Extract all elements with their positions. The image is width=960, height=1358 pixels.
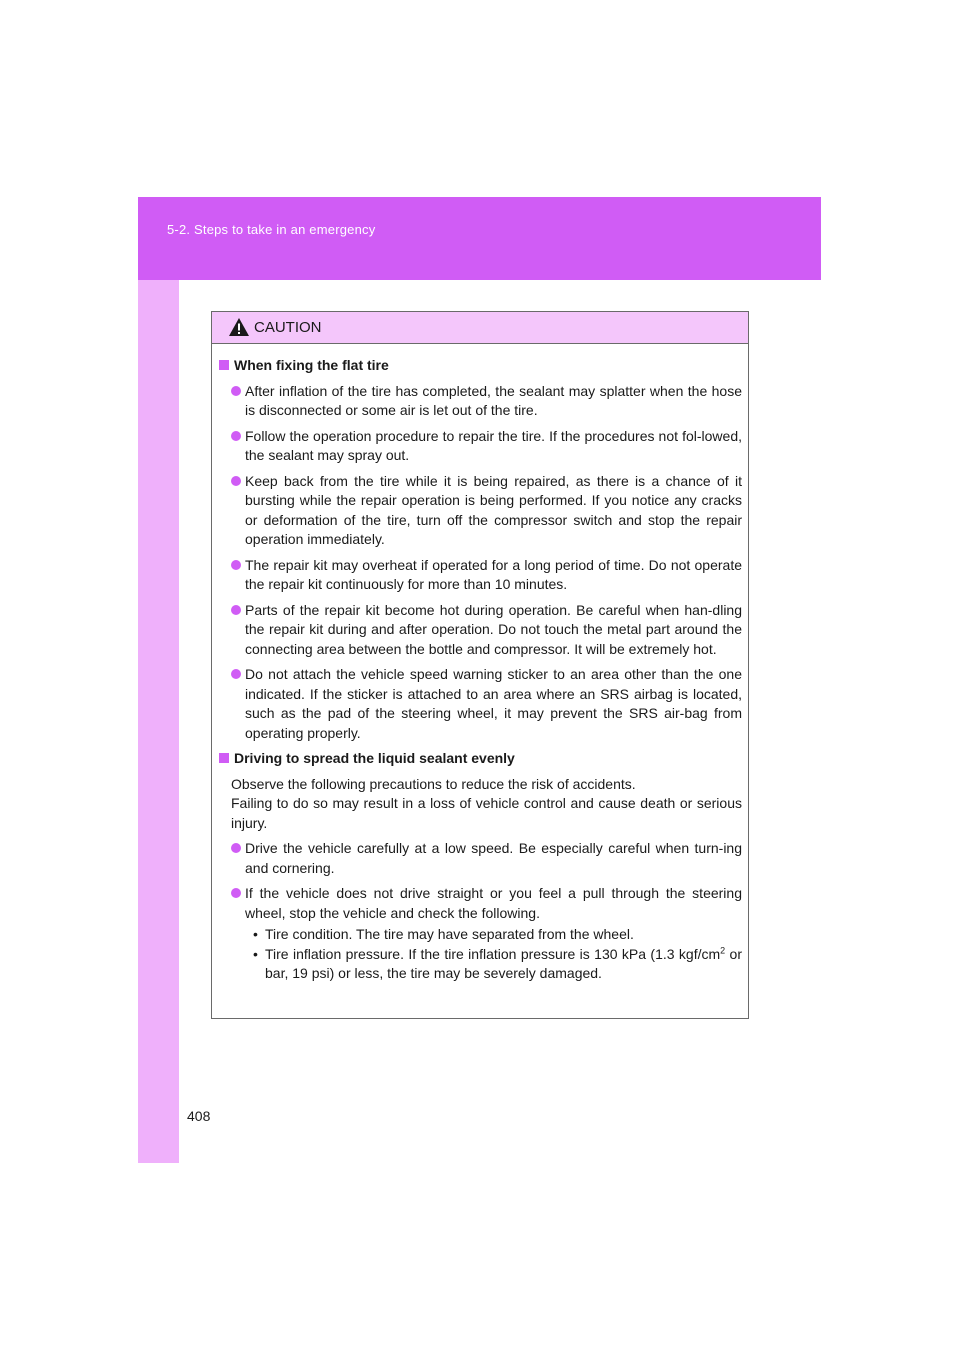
bullet-dot-icon (231, 669, 241, 679)
list-item (231, 472, 742, 550)
side-strip (138, 280, 179, 1163)
caution-title: CAUTION (254, 319, 322, 336)
bullet-dot-icon (231, 605, 241, 615)
list-item (231, 884, 742, 923)
sub-bullet-icon: • (253, 945, 258, 962)
list-item (231, 427, 742, 466)
bullet-dot-icon (231, 476, 241, 486)
bullet-dot-icon (231, 560, 241, 570)
list-item-text: Keep back from the tire while it is being repaired, as there is a chance of it bursting while the repair operation is being performed. If you notice any cracks or deformation of the tire, turn off the compressor switch and stop the repair operation immediately. (245, 472, 742, 547)
square-bullet-icon (219, 753, 229, 763)
sub-list-item (253, 925, 742, 945)
section-heading-text: When fixing the flat tire (234, 357, 389, 373)
sub-list-item-text: Tire inflation pressure. If the tire inflation pressure is 130 kPa (1.3 kgf/$cm^2$ or bar, 19 psi) or less, the tire may be severely damaged. (265, 944, 742, 981)
paragraph: Observe the following precautions to reduce the risk of accidents. (231, 775, 636, 792)
section-heading (219, 356, 742, 376)
list-item-text: Drive the vehicle carefully at a low speed. Be especially careful when turn-ing and cornering. (245, 840, 742, 876)
square-bullet-icon (219, 360, 229, 370)
bullet-dot-icon (231, 888, 241, 898)
sub-list-item (253, 945, 742, 984)
section-title: 5-2. Steps to take in an emergency (167, 222, 376, 237)
list-item-text: Follow the operation procedure to repair the tire. If the procedures not fol-lowed, the sealant may spray out. (245, 427, 742, 463)
list-item-text: Do not attach the vehicle speed warning sticker to an area other than the one indicated. If the sticker is attached to an area where an SRS airbag is located, such as the pad of the steering wheel, it may prevent the SRS air-bag from operating properly. (245, 666, 742, 741)
list-item (231, 382, 742, 421)
list-item (231, 665, 742, 743)
caution-body (212, 344, 748, 984)
list-item-text: Parts of the repair kit become hot during operation. Be careful when han-dling the repair kit during and after operation. Do not touch the metal part around the connecting area between the bottle and compressor. It will be extremely hot. (245, 601, 742, 657)
bullet-dot-icon (231, 431, 241, 441)
paragraph: Failing to do so may result in a loss of vehicle control and cause death or serious injury. (231, 795, 742, 831)
list-item (231, 601, 742, 660)
caution-box (211, 311, 749, 1019)
sub-list-item-text: Tire condition. The tire may have separated from the wheel. (265, 926, 634, 942)
list-item-text: After inflation of the tire has completed, the sealant may splatter when the hose is disconnected or some air is let out of the tire. (245, 382, 742, 418)
sub-bullet-icon: • (253, 926, 258, 942)
list-item-text: The repair kit may overheat if operated for a long period of time. Do not operate the repair kit continuously for more than 10 minutes. (245, 556, 742, 592)
section-heading-text: Driving to spread the liquid sealant evenly (234, 750, 515, 766)
bullet-dot-icon (231, 386, 241, 396)
list-item (231, 839, 742, 878)
caution-header (212, 312, 748, 344)
page-number: 408 (187, 1108, 211, 1124)
section-heading (219, 749, 742, 769)
paragraph-group (219, 775, 742, 834)
warning-triangle-icon (228, 317, 250, 337)
header-band (138, 197, 821, 280)
list-item-text: If the vehicle does not drive straight or you feel a pull through the steering wheel, stop the vehicle and check the following. (245, 885, 742, 921)
list-item (231, 556, 742, 595)
bullet-dot-icon (231, 843, 241, 853)
